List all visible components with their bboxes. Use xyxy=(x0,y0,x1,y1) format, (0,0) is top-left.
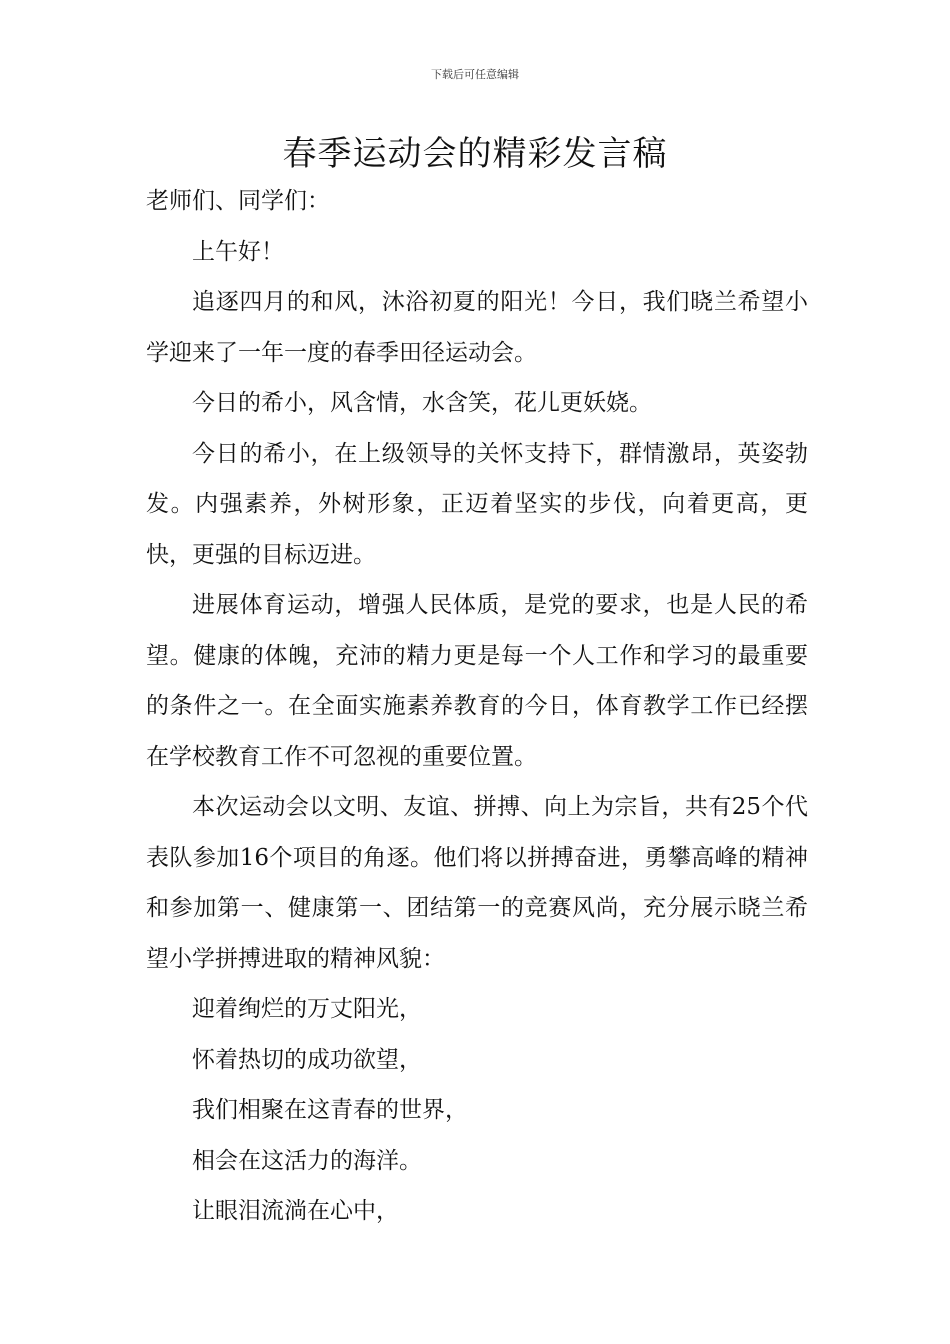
header-note: 下载后可任意编辑 xyxy=(431,68,519,81)
paragraph: 进展体育运动，增强人民体质，是党的要求，也是人民的希望。健康的体魄，充沛的精力更是每一个人工作和学习的最重要的条件之一。在全面实施素养教育的今日，体育教学工作已经摆在学校教育工作不可忽视的重要位置。 xyxy=(146,592,808,770)
poem-line: 怀着热切的成功欲望， xyxy=(192,1046,422,1073)
paragraph: 今日的希小，风含情，水含笑，花儿更妖娆。 xyxy=(192,390,652,416)
poem-line: 我们相聚在这青春的世界， xyxy=(192,1097,468,1123)
paragraph: 今日的希小，在上级领导的关怀支持下，群情激昂，英姿勃发。内强素养，外树形象，正迈着坚实的步伐，向着更高，更快，更强的目标迈进。 xyxy=(146,440,808,568)
poem-line: 让眼泪流淌在心中， xyxy=(192,1198,399,1224)
paragraph: 追逐四月的和风，沐浴初夏的阳光！今日，我们晓兰希望小学迎来了一年一度的春季田径运动会。 xyxy=(146,289,808,366)
paragraph: 本次运动会以文明、友谊、拼搏、向上为宗旨，共有25个代表队参加16个项目的角逐。他们将以拼搏奋进，勇攀高峰的精神和参加第一、健康第一、团结第一的竞赛风尚，充分展示晓兰希望小学拼搏进取的精神风貌： xyxy=(146,794,808,972)
document-body xyxy=(146,176,808,1237)
paragraph: 上午好！ xyxy=(192,238,284,265)
poem-line: 相会在这活力的海洋。 xyxy=(192,1147,422,1174)
salutation: 老师们、同学们： xyxy=(146,188,330,214)
poem-line: 迎着绚烂的万丈阳光， xyxy=(192,996,422,1022)
document-title: 春季运动会的精彩发言稿 xyxy=(282,134,668,174)
